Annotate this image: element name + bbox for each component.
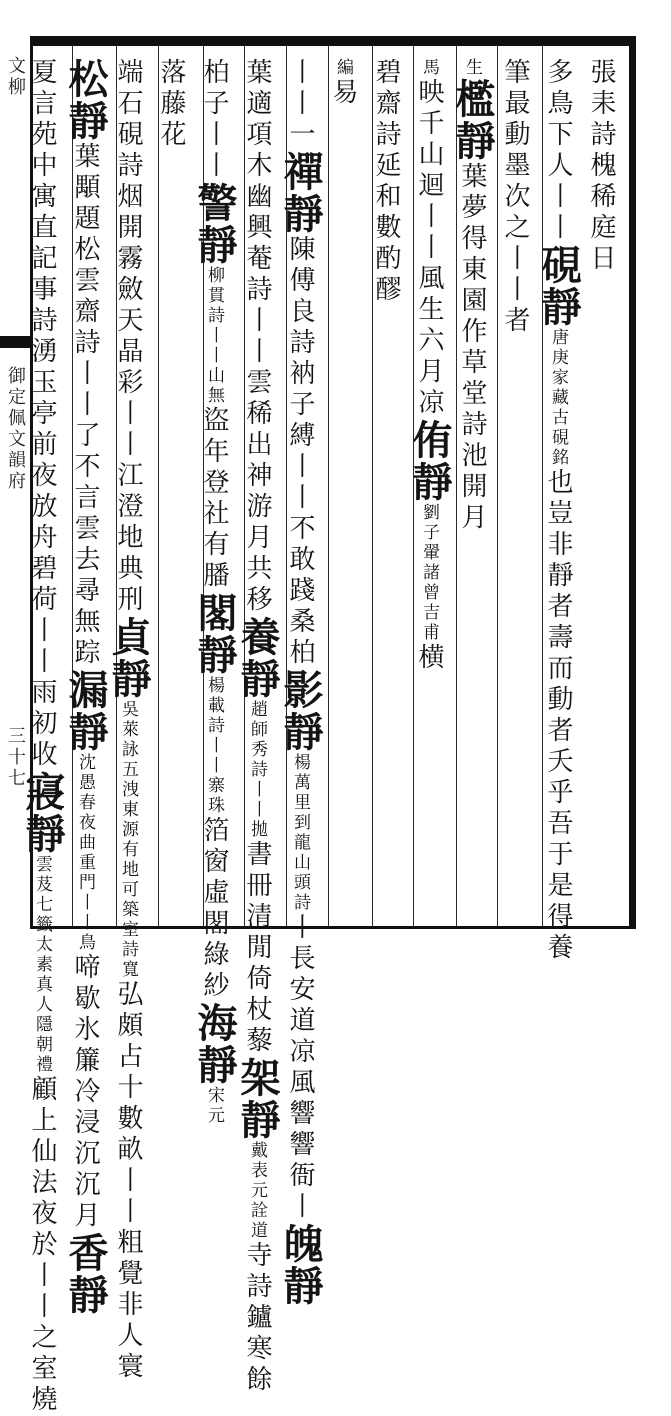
body-text: 盜年登社有膰 — [199, 406, 229, 592]
headword: 靜 — [406, 461, 453, 503]
body-text: 丨丨一 — [285, 58, 315, 151]
headword: 靜 — [191, 224, 238, 266]
body-text: 夏言苑中寓直記事詩湧玉亭 — [27, 58, 57, 430]
body-text: 丨長安道凉風響響衙丨 — [285, 913, 315, 1223]
annotation-text: 馬 — [419, 58, 439, 78]
body-text: 前夜放舟碧荷丨丨雨初收 — [27, 430, 57, 771]
body-text: 書冊清閒倚杖藜 — [242, 840, 272, 1057]
body-text: 易 — [328, 78, 358, 109]
annotation-text: 吳萊詠五洩東源有地可築室詩寬 — [118, 700, 138, 980]
annotation-text: 生 — [462, 58, 482, 78]
body-text: 端石硯詩烟開霧斂天 — [113, 58, 143, 337]
frame-right-rule — [629, 36, 636, 929]
headword: 漏 — [62, 669, 109, 711]
body-text: 啼歇氷簾冷浸沉沉月 — [70, 953, 100, 1232]
headword: 靜 — [105, 658, 152, 700]
text-column — [14, 58, 70, 1416]
annotation-text: 劉子翬諸曾吉甫 — [419, 503, 439, 643]
body-text: 筆最動墨次之丨丨者 — [500, 58, 530, 337]
headword: 靜 — [277, 1265, 324, 1307]
body-text: 碧齋詩延和數酌醪 — [371, 58, 401, 306]
annotation-text: 柳貫詩丨丨山無 — [204, 266, 224, 406]
body-text: 箔窗虛閣綠紗 — [199, 816, 229, 1002]
margin-upper-text: 文柳 — [5, 56, 26, 98]
body-text: 晶彩丨丨江澄地典刑 — [113, 337, 143, 616]
body-text: 葉顒題松雲齋詩丨丨 — [70, 142, 100, 421]
annotation-text: 戴表元詮道 — [247, 1141, 267, 1241]
body-text: 也豈非靜者壽而動者夭乎吾于是得養 — [543, 468, 573, 964]
headword: 閣 — [191, 592, 238, 634]
headword: 香 — [62, 1232, 109, 1274]
annotation-text: 雲芨七籤太素真人隱朝禮 — [32, 855, 52, 1075]
headword: 靜 — [62, 100, 109, 142]
frame-top-rule — [30, 36, 636, 46]
body-text: 顧上仙法夜於丨丨之室燒 — [27, 1075, 57, 1416]
body-text: 葉適項木幽興菴詩丨 — [242, 58, 272, 337]
body-text: 葉夢得東園作草堂詩池開月 — [457, 162, 487, 534]
annotation-text: 趙師秀詩丨丨拋 — [247, 700, 267, 840]
headword: 海 — [191, 1002, 238, 1044]
body-text: 柏子丨丨 — [199, 58, 229, 182]
body-text: 横 — [414, 643, 444, 674]
headword: 松 — [62, 58, 109, 100]
headword: 檻 — [449, 78, 496, 120]
headword: 警 — [191, 182, 238, 224]
annotation-text: 楊萬里到龍山頭詩 — [290, 753, 310, 913]
margin-book-title: 御定佩文韻府 — [5, 366, 26, 492]
headword: 靜 — [449, 120, 496, 162]
headword: 硯 — [535, 244, 582, 286]
annotation-text: 沈愚春夜曲重門丨丨鳥 — [75, 753, 95, 953]
annotation-text: 編 — [333, 58, 353, 78]
page-number: 三十七 — [5, 726, 26, 789]
headword: 架 — [234, 1057, 281, 1099]
headword: 靜 — [62, 711, 109, 753]
body-text: 丨雲稀出神游月共移 — [242, 337, 272, 616]
headword: 靜 — [62, 1274, 109, 1316]
headword: 侑 — [406, 419, 453, 461]
body-text: 落藤花 — [156, 58, 186, 151]
headword: 靜 — [191, 634, 238, 676]
headword: 靜 — [277, 711, 324, 753]
headword: 影 — [277, 669, 324, 711]
annotation-text: 宋元 — [204, 1086, 224, 1126]
headword: 禪 — [277, 151, 324, 193]
annotation-text: 唐庚家藏古硯銘 — [548, 328, 568, 468]
headword: 寢 — [19, 771, 66, 813]
headword: 養 — [234, 616, 281, 658]
body-text: 寺詩鑪寒餘 — [242, 1241, 272, 1396]
body-text: 了不言雲去尋無踪 — [70, 421, 100, 669]
body-text: 映千山迴丨丨風生六月凉 — [414, 78, 444, 419]
body-text: 陳傅良詩衲子縛 — [285, 235, 315, 452]
headword: 靜 — [234, 1099, 281, 1141]
headword: 靜 — [234, 658, 281, 700]
body-text: 丨丨不敢踐桑柏 — [285, 452, 315, 669]
headword: 魄 — [277, 1223, 324, 1265]
annotation-text: 楊載詩丨丨寨珠 — [204, 676, 224, 816]
body-text: 張耒詩槐稀庭日 — [586, 58, 616, 275]
headword: 靜 — [19, 813, 66, 855]
body-text: 弘頗占十數畝丨丨粗覺非人寰 — [113, 980, 143, 1383]
headword: 靜 — [191, 1044, 238, 1086]
body-text: 多鳥下人丨丨 — [543, 58, 573, 244]
headword: 靜 — [535, 286, 582, 328]
headword: 貞 — [105, 616, 152, 658]
headword: 靜 — [277, 193, 324, 235]
